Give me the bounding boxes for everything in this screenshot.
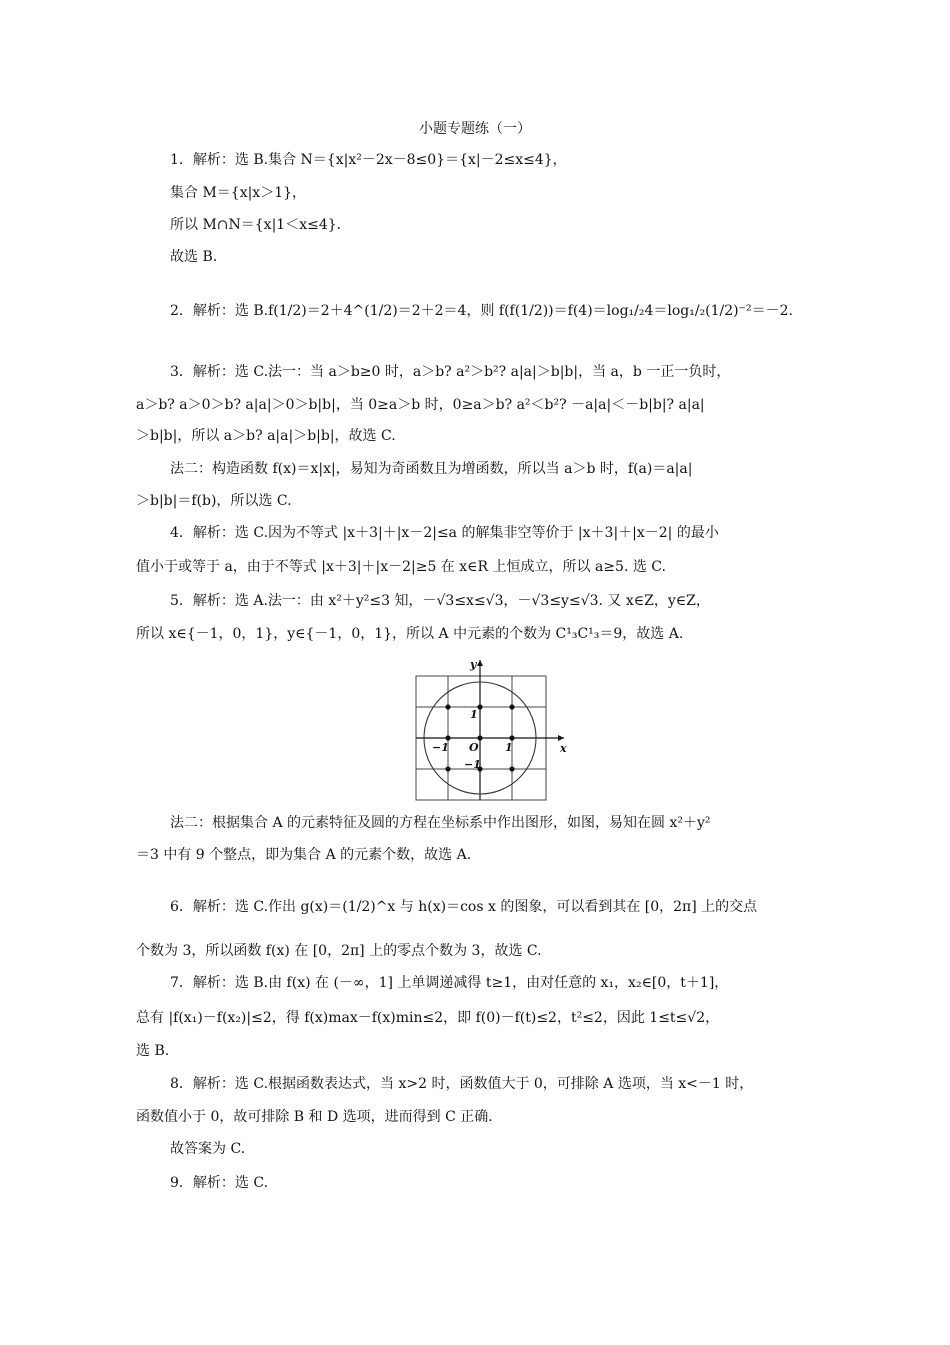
text-line: 8．解析：选 C.根据函数表达式，当 x>2 时，函数值大于 0，可排除 A 选项，当 x<－1 时，	[170, 1076, 754, 1092]
text-line: 个数为 3，所以函数 f(x) 在 [0，2π] 上的零点个数为 3，故选 C.	[136, 943, 542, 959]
page-title: 小题专题练（一）	[419, 121, 531, 137]
text-line: 集合 M＝{x|x＞1}，	[170, 185, 307, 201]
lattice-point	[445, 766, 450, 771]
text-line: 4．解析：选 C.因为不等式 |x＋3|＋|x－2|≤a 的解集非空等价于 |x＋3|＋|x－2| 的最小	[170, 525, 719, 541]
lattice-point	[445, 704, 450, 709]
text-line: 7．解析：选 B.由 f(x) 在 (－∞，1] 上单调递减得 t≥1，由对任意的 x₁，x₂∈[0，t＋1]，	[170, 975, 729, 991]
text-line: ＞b|b|，所以 a＞b? a|a|＞b|b|，故选 C.	[136, 428, 396, 444]
coordinate-plane	[412, 656, 572, 804]
text-line: 3．解析：选 C.法一：当 a＞b≥0 时，a＞b? a²＞b²? a|a|＞b|b|，当 a，b 一正一负时，	[170, 364, 731, 380]
y-tick-label: 1	[470, 708, 478, 721]
lattice-point	[477, 704, 482, 709]
y-tick-label: −1	[464, 758, 481, 771]
text-line: 总有 |f(x₁)－f(x₂)|≤2，得 f(x)max－f(x)min≤2，即 f(0)－f(t)≤2，t²≤2，因此 1≤t≤√2，	[136, 1010, 720, 1026]
text-line: 函数值小于 0，故可排除 B 和 D 选项，进而得到 C 正确.	[136, 1109, 493, 1125]
text-line: 法二：根据集合 A 的元素特征及圆的方程在坐标系中作出图形，如图，易知在圆 x²＋y²	[170, 815, 711, 831]
origin-label: O	[469, 741, 479, 754]
text-line: 法二：构造函数 f(x)＝x|x|，易知为奇函数且为增函数，所以当 a＞b 时，f(a)＝a|a|	[170, 461, 693, 477]
text-line: ＞b|b|＝f(b)，所以选 C.	[136, 493, 292, 509]
text-line: 所以 x∈{－1，0，1}，y∈{－1，0，1}，所以 A 中元素的个数为 C¹₃C¹₃＝9，故选 A.	[136, 626, 684, 642]
lattice-point	[509, 766, 514, 771]
text-line: 选 B.	[136, 1043, 170, 1059]
lattice-point	[477, 735, 482, 740]
circle-lattice-figure	[412, 656, 572, 804]
lattice-point	[509, 735, 514, 740]
y-axis-label: y	[470, 658, 477, 671]
x-axis-label: x	[560, 742, 567, 755]
text-line: 9．解析：选 C.	[170, 1175, 269, 1191]
y-axis-arrow	[477, 660, 483, 666]
lattice-point	[445, 735, 450, 740]
text-line: a＞b? a＞0＞b? a|a|＞0＞b|b|，当 0≥a＞b 时，0≥a＞b? a²＜b²? －a|a|＜－b|b|? a|a|	[136, 397, 705, 413]
text-line: 1．解析：选 B.集合 N＝{x|x²－2x－8≤0}＝{x|－2≤x≤4}，	[170, 152, 567, 168]
text-line: ＝3 中有 9 个整点，即为集合 A 的元素个数，故选 A.	[136, 847, 472, 863]
x-tick-label: 1	[505, 741, 513, 754]
text-line: 所以 M∩N＝{x|1＜x≤4}．	[170, 217, 351, 233]
lattice-point	[509, 704, 514, 709]
text-line: 2．解析：选 B.f(1/2)＝2＋4^(1/2)＝2＋2＝4，则 f(f(1/2))＝f(4)＝log₁/₂4＝log₁/₂(1/2)⁻²＝－2.	[170, 303, 793, 319]
text-line: 故选 B.	[170, 249, 218, 265]
x-axis-arrow	[558, 735, 564, 741]
text-line: 值小于或等于 a，由于不等式 |x＋3|＋|x－2|≥5 在 x∈R 上恒成立，所以 a≥5. 选 C.	[136, 559, 666, 575]
text-line: 故答案为 C.	[170, 1141, 246, 1157]
text-line: 6．解析：选 C.作出 g(x)＝(1/2)^x 与 h(x)＝cos x 的图象，可以看到其在 [0，2π] 上的交点	[170, 899, 758, 915]
text-line: 5．解析：选 A.法一：由 x²＋y²≤3 知，－√3≤x≤√3，－√3≤y≤√3. 又 x∈Z，y∈Z，	[170, 593, 710, 609]
x-tick-label: −1	[432, 741, 449, 754]
